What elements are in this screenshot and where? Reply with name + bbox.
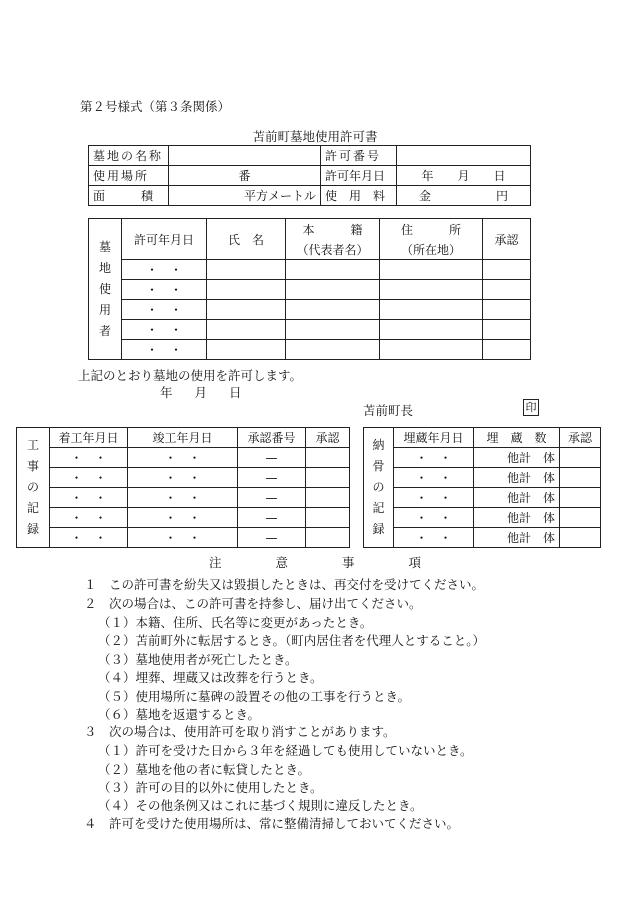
honseki-sub: （代表者名） — [296, 242, 369, 257]
works-number-cell: — — [238, 448, 306, 468]
note-item: （２）苫前町外に転居するとき。（町内居住者を代理人とすること。） — [98, 633, 486, 648]
burial-side-label-text: 納骨の記録 — [372, 438, 385, 536]
note-item: ３ 次の場合は、使用許可を取り消すことがあります。 — [84, 724, 396, 739]
fee-unit: 円 — [495, 189, 508, 203]
note-item: （４）埋葬、埋蔵又は改葬を行うとき。 — [98, 670, 323, 685]
location-label: 使用場所 — [89, 166, 169, 186]
table-row — [364, 528, 601, 548]
burial-date-cell: ・ ・ — [394, 508, 474, 528]
fee-label: 使 用 料 — [321, 186, 397, 206]
burial-count-cell: 他計 体 — [474, 488, 560, 508]
fee-prefix: 金 — [419, 189, 432, 203]
table-row — [89, 300, 531, 320]
works-end-cell: ・ ・ — [128, 488, 238, 508]
users-side-label — [89, 219, 122, 360]
address-sub: （所在地） — [400, 242, 461, 257]
users-header-approval: 承認 — [483, 219, 531, 260]
users-header-address — [380, 219, 483, 260]
user-date-cell: ・ ・ — [122, 320, 207, 340]
note-item: （６）墓地を返還するとき。 — [98, 707, 261, 722]
burial-date-cell: ・ ・ — [394, 448, 474, 468]
burial-header-date: 埋蔵年月日 — [394, 428, 474, 448]
table-row — [17, 488, 350, 508]
works-end-cell: ・ ・ — [128, 448, 238, 468]
user-date-cell: ・ ・ — [122, 300, 207, 320]
works-start-cell: ・ ・ — [50, 448, 128, 468]
burial-date-cell: ・ ・ — [394, 488, 474, 508]
document-title: 苫前町墓地使用許可書 — [252, 129, 378, 144]
mayor-label: 苫前町長 — [363, 403, 414, 418]
user-date-cell: ・ ・ — [122, 260, 207, 280]
works-start-cell: ・ ・ — [50, 468, 128, 488]
burial-side-label — [364, 428, 394, 548]
permit-number-value — [397, 146, 531, 166]
table-row — [89, 280, 531, 300]
burial-header-approval: 承認 — [560, 428, 601, 448]
permit-info-table — [88, 145, 531, 206]
works-end-cell: ・ ・ — [128, 468, 238, 488]
works-record-table — [16, 427, 350, 548]
burial-header-count: 埋 蔵 数 — [474, 428, 560, 448]
user-date-cell: ・ ・ — [122, 340, 207, 360]
table-row — [17, 448, 350, 468]
burial-count-cell: 他計 体 — [474, 508, 560, 528]
users-header-honseki — [286, 219, 380, 260]
users-header-date: 許可年月日 — [122, 219, 207, 260]
note-item: （３）許可の目的以外に使用したとき。 — [98, 780, 323, 795]
address-top: 住 所 — [400, 222, 461, 237]
table-row — [89, 320, 531, 340]
issue-date: 年 月 日 — [160, 385, 242, 400]
burial-count-cell: 他計 体 — [474, 468, 560, 488]
works-number-cell: — — [238, 468, 306, 488]
works-number-cell: — — [238, 488, 306, 508]
location-value: 番 — [169, 166, 321, 186]
fee-value — [397, 186, 531, 206]
works-header-end: 竣工年月日 — [128, 428, 238, 448]
works-end-cell: ・ ・ — [128, 528, 238, 548]
burial-count-cell: 他計 体 — [474, 448, 560, 468]
notes-title: 注 意 事 項 — [209, 555, 421, 570]
works-start-cell: ・ ・ — [50, 528, 128, 548]
table-row — [364, 488, 601, 508]
works-side-label-text: 工事の記録 — [27, 438, 40, 536]
user-date-cell: ・ ・ — [122, 280, 207, 300]
works-side-label — [17, 428, 50, 548]
burial-date-cell: ・ ・ — [394, 468, 474, 488]
cemetery-users-table — [88, 218, 531, 360]
cemetery-name-value — [169, 146, 321, 166]
note-item: （４）その他条例又はこれに基づく規則に違反したとき。 — [98, 798, 423, 813]
works-header-number: 承認番号 — [238, 428, 306, 448]
form-label: 第２号様式（第３条関係） — [80, 99, 231, 114]
note-item: （５）使用場所に墓碑の設置その他の工事を行うとき。 — [98, 689, 411, 704]
note-item: （３）墓地使用者が死亡したとき。 — [98, 652, 298, 667]
note-item: （１）本籍、住所、氏名等に変更があったとき。 — [98, 615, 373, 630]
permit-date-value: 年 月 日 — [397, 166, 531, 186]
burial-count-cell: 他計 体 — [474, 528, 560, 548]
note-item: （１）許可を受けた日から３年を経過しても使用していないとき。 — [98, 743, 473, 758]
note-item: １ この許可書を紛失又は毀損したときは、再交付を受けてください。 — [84, 577, 485, 592]
note-item: ４ 許可を受けた使用場所は、常に整備清掃しておいてください。 — [84, 816, 460, 831]
area-label: 面 積 — [89, 186, 169, 206]
note-item: （２）墓地を他の者に転貸したとき。 — [98, 762, 311, 777]
table-row — [364, 508, 601, 528]
table-row — [364, 468, 601, 488]
burial-record-table — [363, 427, 601, 548]
table-row — [17, 468, 350, 488]
table-row — [89, 260, 531, 280]
works-header-start: 着工年月日 — [50, 428, 128, 448]
area-unit: 平方メートル — [169, 186, 321, 206]
works-start-cell: ・ ・ — [50, 488, 128, 508]
works-end-cell: ・ ・ — [128, 508, 238, 528]
honseki-top: 本 籍 — [302, 222, 363, 237]
permit-statement: 上記のとおり墓地の使用を許可します。 — [78, 368, 303, 383]
cemetery-name-label: 墓地の名称 — [89, 146, 169, 166]
note-item: ２ 次の場合は、この許可書を持参し、届け出てください。 — [84, 596, 422, 611]
works-start-cell: ・ ・ — [50, 508, 128, 528]
table-row — [89, 340, 531, 360]
works-number-cell: — — [238, 528, 306, 548]
works-header-approval: 承認 — [306, 428, 350, 448]
burial-date-cell: ・ ・ — [394, 528, 474, 548]
permit-number-label: 許可番号 — [321, 146, 397, 166]
works-number-cell: — — [238, 508, 306, 528]
users-header-name: 氏 名 — [207, 219, 286, 260]
table-row — [17, 508, 350, 528]
seal-box: 印 — [523, 399, 539, 416]
users-side-label-text: 墓地使用者 — [99, 239, 112, 338]
table-row — [364, 448, 601, 468]
table-row — [17, 528, 350, 548]
permit-date-label: 許可年月日 — [321, 166, 397, 186]
